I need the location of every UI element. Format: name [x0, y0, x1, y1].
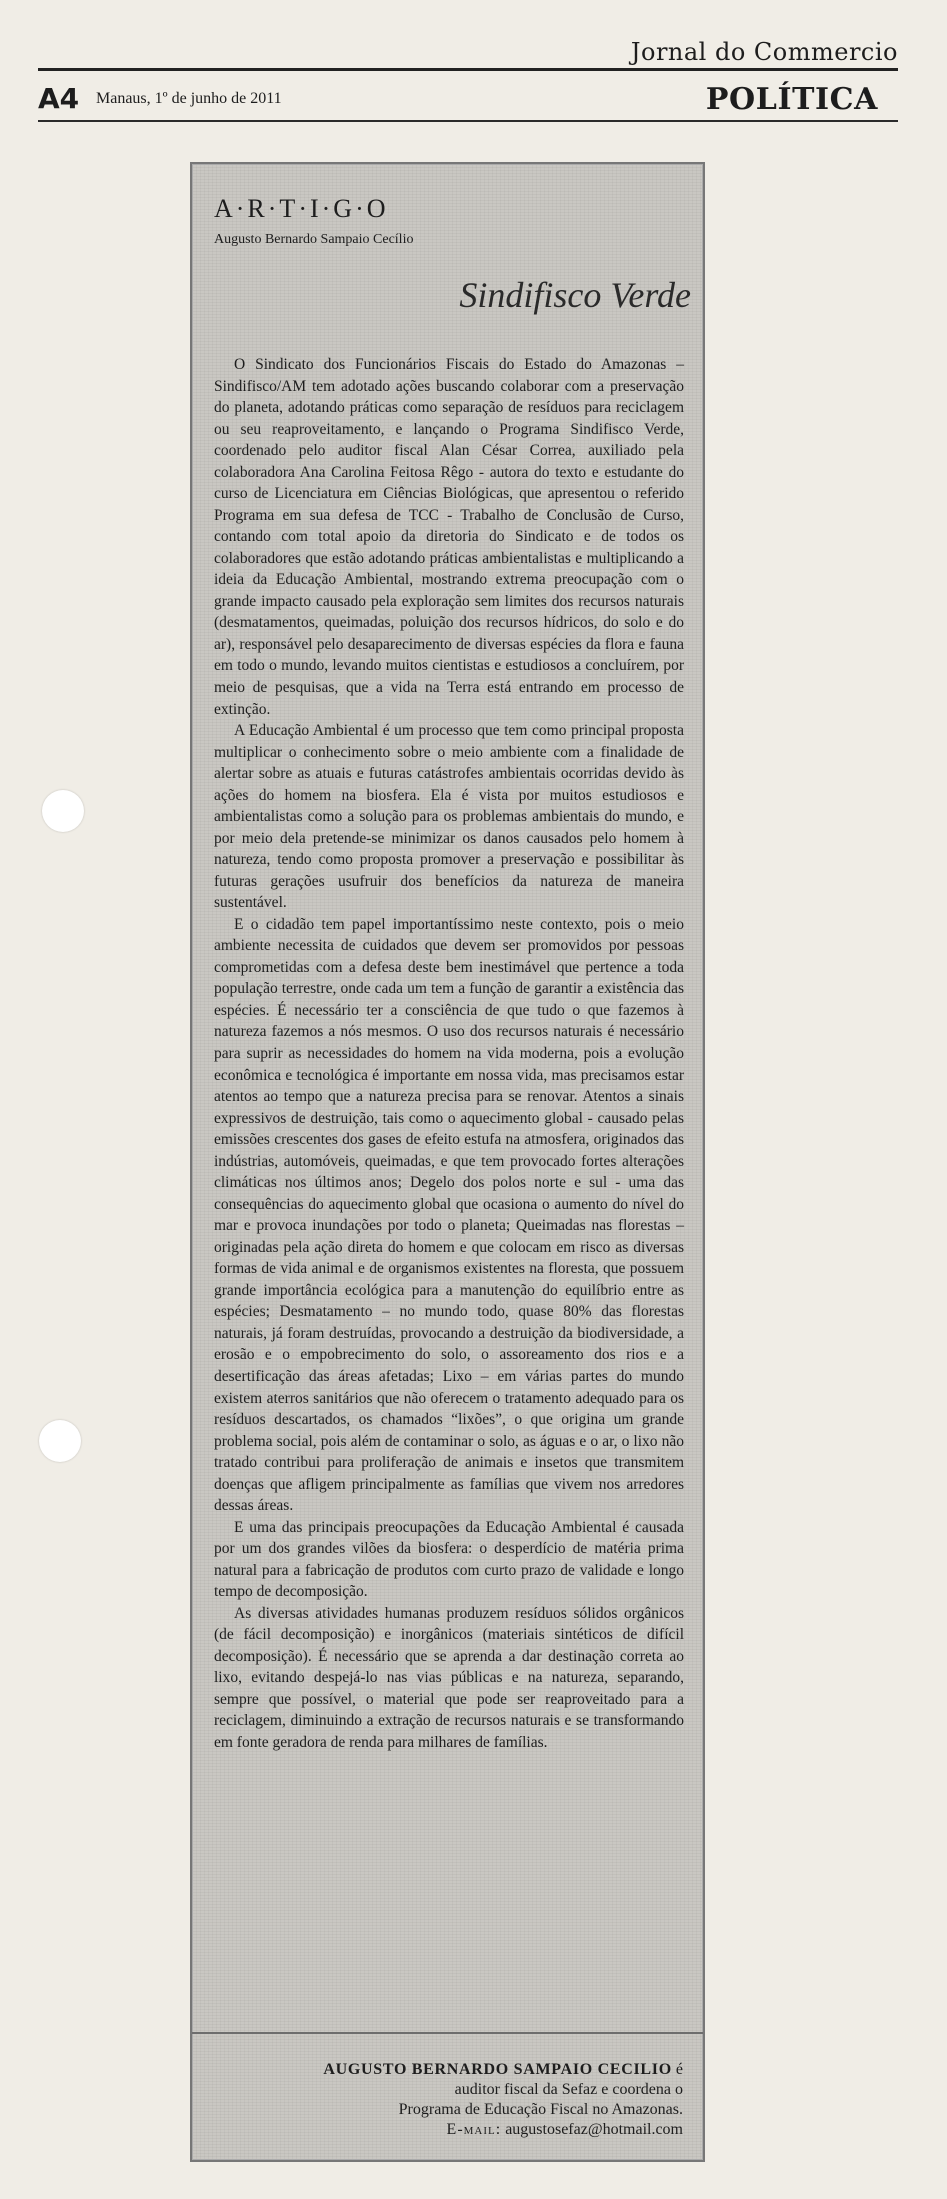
article-title: Sindifisco Verde [459, 275, 691, 315]
article-paragraph: O Sindicato dos Funcionários Fiscais do Estado do Amazonas – Sindifisco/AM tem adotado ações buscando colaborar com a preservação do planeta, adotando práticas como separação de resíduos para reciclagem ou seu reaproveitamento, e lançando o Programa Sindifisco Verde, coordenado pelo auditor fiscal Alan César Correa, auxiliado pela colaboradora Ana Carolina Feitosa Rêgo - autora do texto e estudante do curso de Licenciatura em Ciências Biológicas, que apresentou o referido Programa em sua defesa de TCC - Trabalho de Conclusão de Curso, contando com total apoio da diretoria do Sindicato e de todos os colaboradores que estão adotando práticas ambientalistas e multiplicando a ideia da Educação Ambiental, mostrando extrema preocupação com o grande impacto causado pela exploração sem limites dos recursos naturais (desmatamentos, queimadas, poluição dos recursos hídricos, do solo e do ar), responsável pelo desaparecimento de diversas espécies da flora e fauna em todo o mundo, levando muitos cientistas e estudiosos a concluírem, por meio de pesquisas, que a vida na Terra está entrando em processo de extinção. [214, 356, 684, 718]
issue-date: Manaus, 1º de junho de 2011 [96, 90, 282, 107]
page-header [38, 38, 898, 118]
article-kicker: A·R·T·I·G·O [214, 194, 389, 223]
page-number: A4 [38, 82, 80, 115]
punch-hole [39, 1420, 81, 1462]
section-title: POLÍTICA [705, 82, 878, 117]
signature-line3: Programa de Educação Fiscal no Amazonas. [398, 2101, 683, 2119]
signature-line1-suffix: é [671, 2061, 683, 2078]
header-bottom-rule [38, 120, 898, 122]
article-clipping [190, 162, 705, 2162]
signature-line2: auditor fiscal da Sefaz e coordena o [454, 2081, 683, 2099]
header-top-rule [38, 68, 898, 71]
email-address: augustosefaz@hotmail.com [505, 2121, 683, 2139]
punch-hole [42, 790, 84, 832]
signature-divider [192, 2032, 703, 2034]
article-paragraph: E uma das principais preocupações da Educação Ambiental é causada por um dos grandes vilões da biosfera: o desperdício de matéria prima natural para a fabricação de produtos com curto prazo de validade e longo tempo de decomposição. [214, 1518, 684, 1601]
signature-name: AUGUSTO BERNARDO SAMPAIO CECILIO [323, 2061, 672, 2078]
author-signature [223, 2060, 683, 2141]
article-paragraph: A Educação Ambiental é um processo que tem como principal proposta multiplicar o conhecimento sobre o meio ambiente com a finalidade de alertar sobre as atuais e futuras catástrofes ambientais ocorridas devido às ações do homem na biosfera. Ela é vista por muitos estudiosos e ambientalistas como a solução para os problemas ambientais do mundo, e por meio dela pretende-se minimizar os danos causados pelo homem à natureza, tendo como proposta promover a preservação e possibilitar às futuras gerações usufruir dos benefícios da natureza de maneira sustentável. [214, 722, 684, 912]
newspaper-name: Jornal do Commercio [630, 38, 898, 66]
article-body [214, 354, 684, 1754]
article-author-line: Augusto Bernardo Sampaio Cecílio [214, 232, 414, 247]
article-paragraph: E o cidadão tem papel importantíssimo neste contexto, pois o meio ambiente necessita de cuidados que devem ser promovidos por pessoas comprometidas com a defesa deste bem inestimável que pertence a toda população terrestre, onde cada um tem a função de garantir a existência das espécies. É necessário ter a consciência de que tudo o que fazemos à natureza fazemos a nós mesmos. O uso dos recursos naturais é necessário para suprir as necessidades do homem na vida moderna, pois a evolução econômica e tecnológica é importante em nossa vida, mas precisamos estar atentos ao tempo que a natureza precisa para se renovar. Atentos a sinais expressivos de destruição, tais como o aquecimento global - causado pelas emissões crescentes dos gases de efeito estufa na atmosfera, originados das indústrias, automóveis, queimadas, e que tem provocado fortes alterações climáticas nos últimos anos; Degelo dos polos norte e sul - uma das consequências do aquecimento global que ocasiona o aumento do nível do mar e provoca inundações por todo o planeta; Queimadas nas florestas – originadas pela ação direta do homem e que colocam em risco as diversas formas de vida animal e de organismos existentes na floresta, que possuem grande importância ecológica para a manutenção do equilíbrio entre as espécies; Desmatamento – no mundo todo, quase 80% das florestas naturais, já foram destruídas, provocando a destruição da biodiversidade, a erosão e o empobrecimento do solo, o assoreamento dos rios e a desertificação das áreas afetadas; Lixo – em várias partes do mundo existem aterros sanitários que não oferecem o tratamento adequado para os resíduos descartados, os chamados “lixões”, o que origina um grande problema social, pois além de contaminar o solo, as águas e o ar, o lixo não tratado contribui para proliferação de animais e insetos que transmitem doenças que afligem principalmente as famílias que vivem nos arredores dessas áreas. [214, 915, 684, 1515]
email-label: E-mail: [446, 2121, 502, 2139]
article-paragraph: As diversas atividades humanas produzem resíduos sólidos orgânicos (de fácil decomposição) e inorgânicos (materiais sintéticos de difícil decomposição). É necessário que se aprenda a dar destinação correta ao lixo, evitando despejá-lo nas vias públicas e na natureza, separando, sempre que possível, o material que pode ser reaproveitado para a reciclagem, diminuindo a extração de recursos naturais e se transformando em fonte geradora de renda para milhares de famílias. [214, 1604, 684, 1751]
